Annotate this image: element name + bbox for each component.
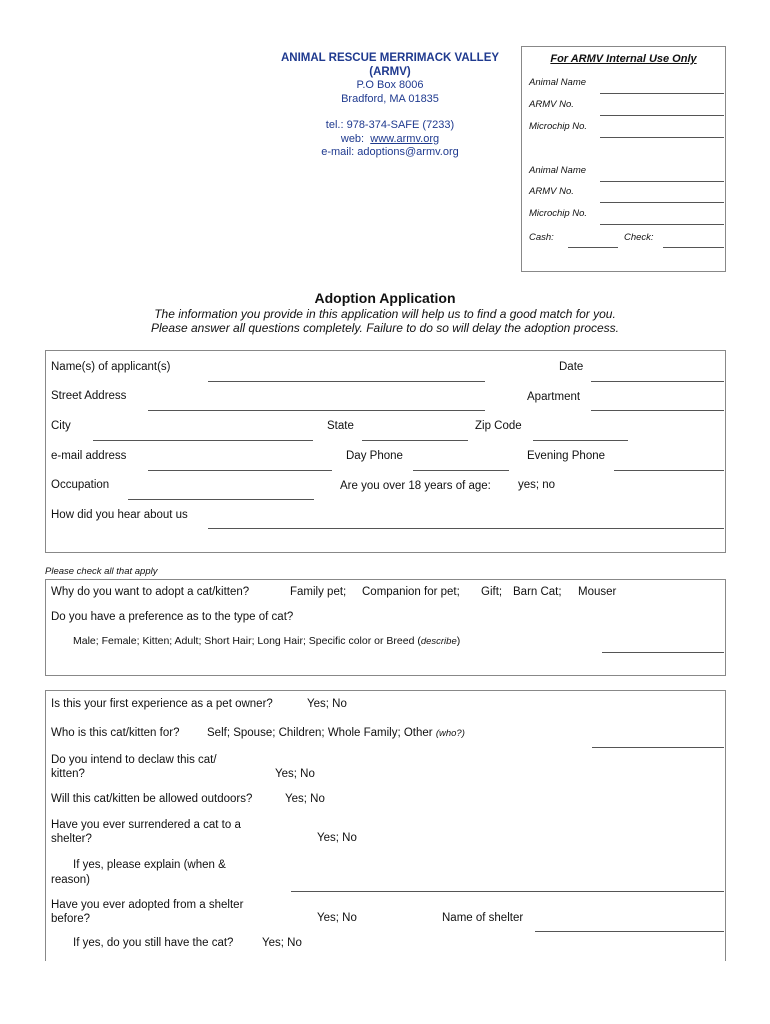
internal-armv-no-field-2[interactable] <box>600 202 724 203</box>
street-label: Street Address <box>51 390 127 402</box>
page-title: Adoption Application <box>314 290 456 306</box>
over18-label: Are you over 18 years of age: <box>340 480 491 492</box>
internal-microchip-label-2: Microchip No. <box>529 208 588 219</box>
surrendered-options[interactable]: Yes; No <box>317 832 357 844</box>
who-other-field[interactable] <box>592 747 724 748</box>
occupation-label: Occupation <box>51 479 110 491</box>
email-field[interactable] <box>148 470 332 471</box>
org-header <box>268 52 512 160</box>
adopted-before-question: Have you ever adopted from a shelter before? <box>51 899 244 925</box>
why-adopt-question: Why do you want to adopt a cat/kitten? <box>51 586 250 598</box>
org-web-link[interactable]: www.armv.org <box>370 132 440 145</box>
state-field[interactable] <box>362 440 468 441</box>
still-have-question: If yes, do you still have the cat? <box>73 937 234 949</box>
who-for-question: Who is this cat/kitten for? <box>51 727 180 739</box>
org-po-box: P.O Box 8006 <box>356 79 424 91</box>
why-opt-family-pet[interactable]: Family pet; <box>290 586 347 598</box>
adoption-reason-section <box>45 579 726 676</box>
outdoors-question: Will this cat/kitten be allowed outdoors? <box>51 793 253 805</box>
day-phone-label: Day Phone <box>346 450 403 462</box>
org-name: ANIMAL RESCUE MERRIMACK VALLEY <box>280 52 500 64</box>
evening-phone-field[interactable] <box>614 470 724 471</box>
internal-use-header: For ARMV Internal Use Only <box>550 53 697 65</box>
date-label: Date <box>559 361 584 373</box>
declaw-options[interactable]: Yes; No <box>275 768 315 780</box>
zip-field[interactable] <box>533 440 628 441</box>
surrendered-question: Have you ever surrendered a cat to a shelter? <box>51 819 241 845</box>
city-label: City <box>51 420 71 432</box>
internal-microchip-field-2[interactable] <box>600 224 724 225</box>
state-label: State <box>327 420 354 432</box>
still-have-options[interactable]: Yes; No <box>262 937 302 949</box>
hear-about-label: How did you hear about us <box>51 509 188 521</box>
street-field[interactable] <box>148 410 485 411</box>
internal-armv-no-label: ARMV No. <box>529 99 574 110</box>
email-label: e-mail address <box>51 450 127 462</box>
apartment-label: Apartment <box>527 391 581 403</box>
subtitle-line-2: Please answer all questions completely. Failure to do so will delay the adoption process. <box>150 321 620 335</box>
apartment-field[interactable] <box>591 410 724 411</box>
experience-section <box>45 690 726 961</box>
subtitle-line-1: The information you provide in this application will help us to find a good match for you. <box>154 307 616 321</box>
page-subtitle <box>0 307 770 335</box>
preference-question: Do you have a preference as to the type of cat? <box>51 611 294 623</box>
preference-describe-field[interactable] <box>602 652 724 653</box>
who-for-options[interactable]: Self; Spouse; Children; Whole Family; Other (who?) <box>207 727 465 739</box>
internal-animal-name-field-2[interactable] <box>600 181 724 182</box>
explain-field[interactable] <box>291 891 724 892</box>
declaw-question: Do you intend to declaw this cat/ kitten? <box>51 754 217 780</box>
org-tel: tel.: 978-374-SAFE (7233) <box>325 119 455 131</box>
internal-armv-no-label-2: ARMV No. <box>529 186 574 197</box>
internal-animal-name-label: Animal Name <box>529 77 587 88</box>
hear-about-field[interactable] <box>208 528 724 529</box>
internal-armv-no-field[interactable] <box>600 115 724 116</box>
shelter-name-field[interactable] <box>535 931 724 932</box>
outdoors-options[interactable]: Yes; No <box>285 793 325 805</box>
shelter-name-label: Name of shelter <box>442 912 524 924</box>
over18-options[interactable]: yes; no <box>518 479 556 491</box>
internal-animal-name-field[interactable] <box>600 93 724 94</box>
evening-phone-label: Evening Phone <box>527 450 606 462</box>
applicant-info-section <box>45 350 726 553</box>
internal-cash-label: Cash: <box>529 232 554 243</box>
internal-microchip-label: Microchip No. <box>529 121 588 132</box>
why-opt-mouser[interactable]: Mouser <box>578 586 617 598</box>
internal-cash-field[interactable] <box>568 247 618 248</box>
org-abbrev: (ARMV) <box>369 65 411 78</box>
date-field[interactable] <box>591 381 724 382</box>
internal-check-label: Check: <box>624 232 654 243</box>
city-field[interactable] <box>93 440 313 441</box>
first-pet-question: Is this your first experience as a pet owner? <box>51 698 273 710</box>
applicant-names-label: Name(s) of applicant(s) <box>51 361 171 373</box>
first-pet-options[interactable]: Yes; No <box>307 698 347 710</box>
explain-label: If yes, please explain (when & reason) <box>51 859 226 886</box>
day-phone-field[interactable] <box>413 470 509 471</box>
org-city: Bradford, MA 01835 <box>341 92 439 105</box>
why-opt-gift[interactable]: Gift; <box>481 586 503 598</box>
org-email: e-mail: adoptions@armv.org <box>321 146 459 158</box>
applicant-names-field[interactable] <box>208 381 485 382</box>
internal-microchip-field[interactable] <box>600 137 724 138</box>
internal-check-field[interactable] <box>663 247 724 248</box>
adopted-before-options[interactable]: Yes; No <box>317 912 357 924</box>
why-opt-barn-cat[interactable]: Barn Cat; <box>513 586 562 598</box>
internal-use-box <box>521 46 726 272</box>
why-opt-companion[interactable]: Companion for pet; <box>362 586 460 598</box>
zip-label: Zip Code <box>475 420 522 432</box>
org-web: web: www.armv.org <box>340 132 440 145</box>
internal-animal-name-label-2: Animal Name <box>529 165 587 176</box>
occupation-field[interactable] <box>128 499 314 500</box>
check-all-note: Please check all that apply <box>45 566 158 577</box>
preference-options[interactable]: Male; Female; Kitten; Adult; Short Hair; Long Hair; Specific color or Breed (describe) <box>73 635 461 647</box>
